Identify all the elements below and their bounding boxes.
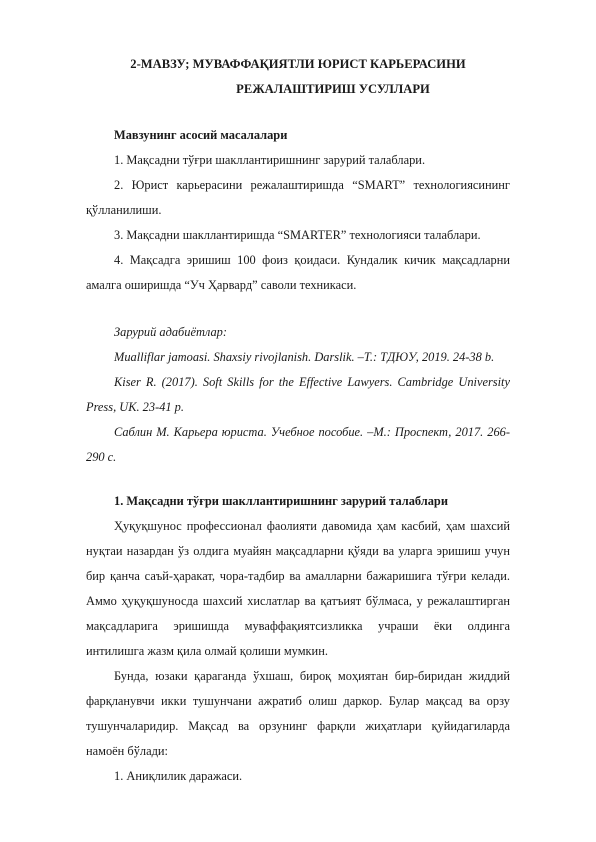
literature-heading: Зарурий адабиётлар: bbox=[114, 325, 227, 339]
title-line-2: РЕЖАЛАШТИРИШ УСУЛЛАРИ bbox=[236, 82, 430, 96]
reference-1: Mualliflar jamoasi. Shaxsiy rivojlanish. Darslik. –T.: ТДЮУ, 2019. 24-38 b. bbox=[114, 350, 495, 364]
reference-2-line-1: Kiser R. (2017). Soft Skills for the Effective Lawyers. Cambridge University bbox=[114, 375, 510, 389]
reference-3 bbox=[86, 420, 510, 470]
paragraph-line: интилишга жазм қила олмай қолиши мумкин. bbox=[86, 644, 328, 658]
paragraph-line: Ҳуқуқшунос профессионал фаолияти давомида ҳам касбий, ҳам шахсий bbox=[114, 519, 510, 533]
paragraph-line: фарқланувчи икки тушунчани ажратиб олиш даркор. Булар мақсад ва орзу bbox=[86, 694, 510, 708]
issues-heading: Мавзунинг асосий масалалари bbox=[114, 128, 288, 142]
section-1-paragraph-2 bbox=[86, 664, 510, 764]
paragraph-line: намоён бўлади: bbox=[86, 744, 168, 758]
issue-item-2-line-2: қўлланилиши. bbox=[86, 203, 162, 217]
section-1-heading: 1. Мақсадни тўғри шакллантиришнинг зарурий талаблари bbox=[114, 494, 448, 508]
paragraph-line: тушунчаларидир. Мақсад ва орзунинг фарқли жиҳатлари қуйидагиларда bbox=[86, 719, 510, 733]
issue-item-4-line-2: амалга оширишда “Уч Ҳарвард” саволи техникаси. bbox=[86, 278, 357, 292]
paragraph-line: бир қанча саъй-ҳаракат, чора-тадбир ва амалларни бажаришига тўғри келади. bbox=[86, 569, 510, 583]
paragraph-line: Аммо ҳуқуқшуносда шахсий хислатлар ва қатъият бўлмаса, у режалаштирган bbox=[86, 594, 510, 608]
reference-3-line-1: Саблин М. Карьера юриста. Учебное пособие. –М.: Проспект, 2017. 266- bbox=[114, 425, 510, 439]
reference-2 bbox=[86, 370, 510, 420]
section-1 bbox=[86, 489, 510, 789]
section-1-list-item-1: 1. Аниқлилик даражаси. bbox=[114, 769, 243, 783]
main-issues bbox=[86, 123, 510, 298]
issue-item-4-line-1: 4. Мақсадга эришиш 100 фоиз қоидаси. Кундалик кичик мақсадларни bbox=[114, 253, 510, 267]
issue-item-1: 1. Мақсадни тўғри шакллантиришнинг зарурий талаблари. bbox=[114, 153, 426, 167]
title-line-1: 2-МАВЗУ; МУВАФФАҚИЯТЛИ ЮРИСТ КАРЬЕРАСИНИ bbox=[130, 57, 466, 71]
section-1-paragraph-1 bbox=[86, 514, 510, 664]
reference-3-line-2: 290 с. bbox=[86, 450, 117, 464]
issue-item-3: 3. Мақсадни шакллантиришда “SMARTER” технологияси талаблари. bbox=[114, 228, 481, 242]
reference-2-line-2: Press, UK. 23-41 p. bbox=[86, 400, 184, 414]
issue-item-2 bbox=[86, 173, 510, 223]
paragraph-line: мақсадларига эришишда муваффақиятсизликка учраши ёки олдинга bbox=[86, 619, 510, 633]
paragraph-line: нуқтаи назардан ўз олдига муайян мақсадларни қўяди ва уларга эришиш учун bbox=[86, 544, 510, 558]
paragraph-line: Бунда, юзаки қараганда ўхшаш, бироқ моҳиятан бир-биридан жиддий bbox=[114, 669, 510, 683]
literature-list bbox=[86, 320, 510, 470]
issue-item-2-line-1: 2. Юрист карьерасини режалаштиришда “SMART” технологиясининг bbox=[114, 178, 510, 192]
page-title bbox=[60, 52, 536, 102]
issue-item-4 bbox=[86, 248, 510, 298]
